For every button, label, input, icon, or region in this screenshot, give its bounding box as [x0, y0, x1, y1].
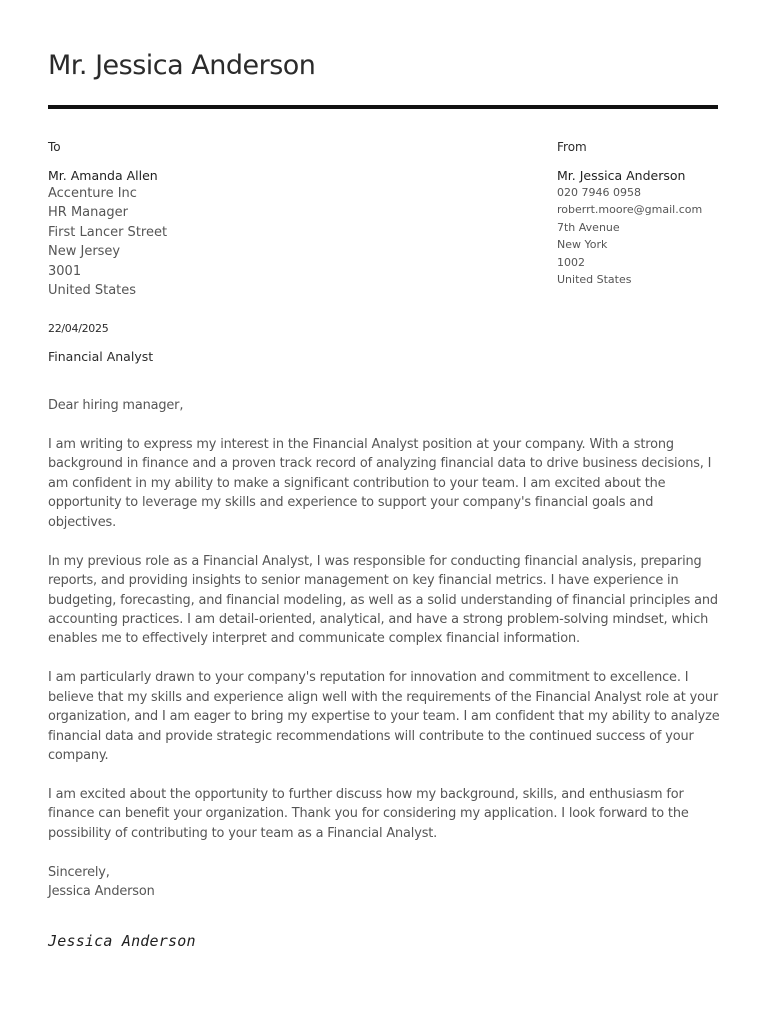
body-paragraph: I am particularly drawn to your company's reputation for innovation and commitment to excellence. I believe that my skills and experience align well with the requirements of the Financial Analyst role at your organization, and I am eager to bring my expertise to your team. I am confident that my ability to analyze financial data and provide strategic recommendations will contribute to the continued success of your company.	[48, 670, 720, 764]
recipient-street: First Lancer Street	[48, 224, 168, 240]
closing: Sincerely,	[48, 864, 110, 880]
salutation: Dear hiring manager,	[48, 398, 184, 413]
letter-date: 22/04/2025	[48, 322, 109, 335]
recipient-postcode: 3001	[48, 263, 82, 279]
sender-city: New York	[557, 238, 608, 252]
sender-email: roberrt.moore@gmail.com	[557, 203, 703, 217]
body-paragraph: I am excited about the opportunity to further discuss how my background, skills, and enthusiasm for finance can benefit your organization. Thank you for considering my application. I look forward to the possibility of contributing to your team as a Financial Analyst.	[48, 787, 689, 841]
sender-street: 7th Avenue	[557, 220, 620, 234]
sender-label: From	[557, 140, 587, 154]
sender-country: United States	[557, 273, 632, 287]
sender-postcode: 1002	[557, 255, 585, 269]
signature: Jessica Anderson	[48, 932, 196, 950]
sender-name: Mr. Jessica Anderson	[557, 168, 686, 183]
sender-phone: 020 7946 0958	[557, 186, 641, 199]
sender-block	[557, 139, 727, 288]
recipient-block	[48, 139, 448, 300]
recipient-title: HR Manager	[48, 205, 128, 221]
letter-position: Financial Analyst	[48, 349, 154, 364]
recipient-label: To	[48, 140, 61, 154]
body-paragraph: I am writing to express my interest in the Financial Analyst position at your company. With a strong background in finance and a proven track record of analyzing financial data to drive business decisions, I am confident in my ability to make a significant contribution to your team. I am excited about the opportunity to leverage my skills and experience to support your company's financial goals and objectives.	[48, 436, 712, 530]
header-name: Mr. Jessica Anderson	[48, 50, 316, 81]
header-divider	[48, 105, 718, 109]
body-paragraph: In my previous role as a Financial Analyst, I was responsible for conducting financial analysis, preparing reports, and providing insights to senior management on key financial metrics. I have experience in budgeting, forecasting, and financial modeling, as well as a solid understanding of financial principles and accounting practices. I am detail-oriented, analytical, and have a strong problem-solving mindset, which enables me to effectively interpret and communicate complex financial information.	[48, 553, 718, 647]
letter-body	[48, 396, 720, 902]
recipient-country: United States	[48, 283, 137, 299]
closing-name: Jessica Anderson	[48, 884, 155, 900]
recipient-name: Mr. Amanda Allen	[48, 168, 158, 183]
recipient-company: Accenture Inc	[48, 186, 137, 201]
recipient-state: New Jersey	[48, 244, 121, 260]
